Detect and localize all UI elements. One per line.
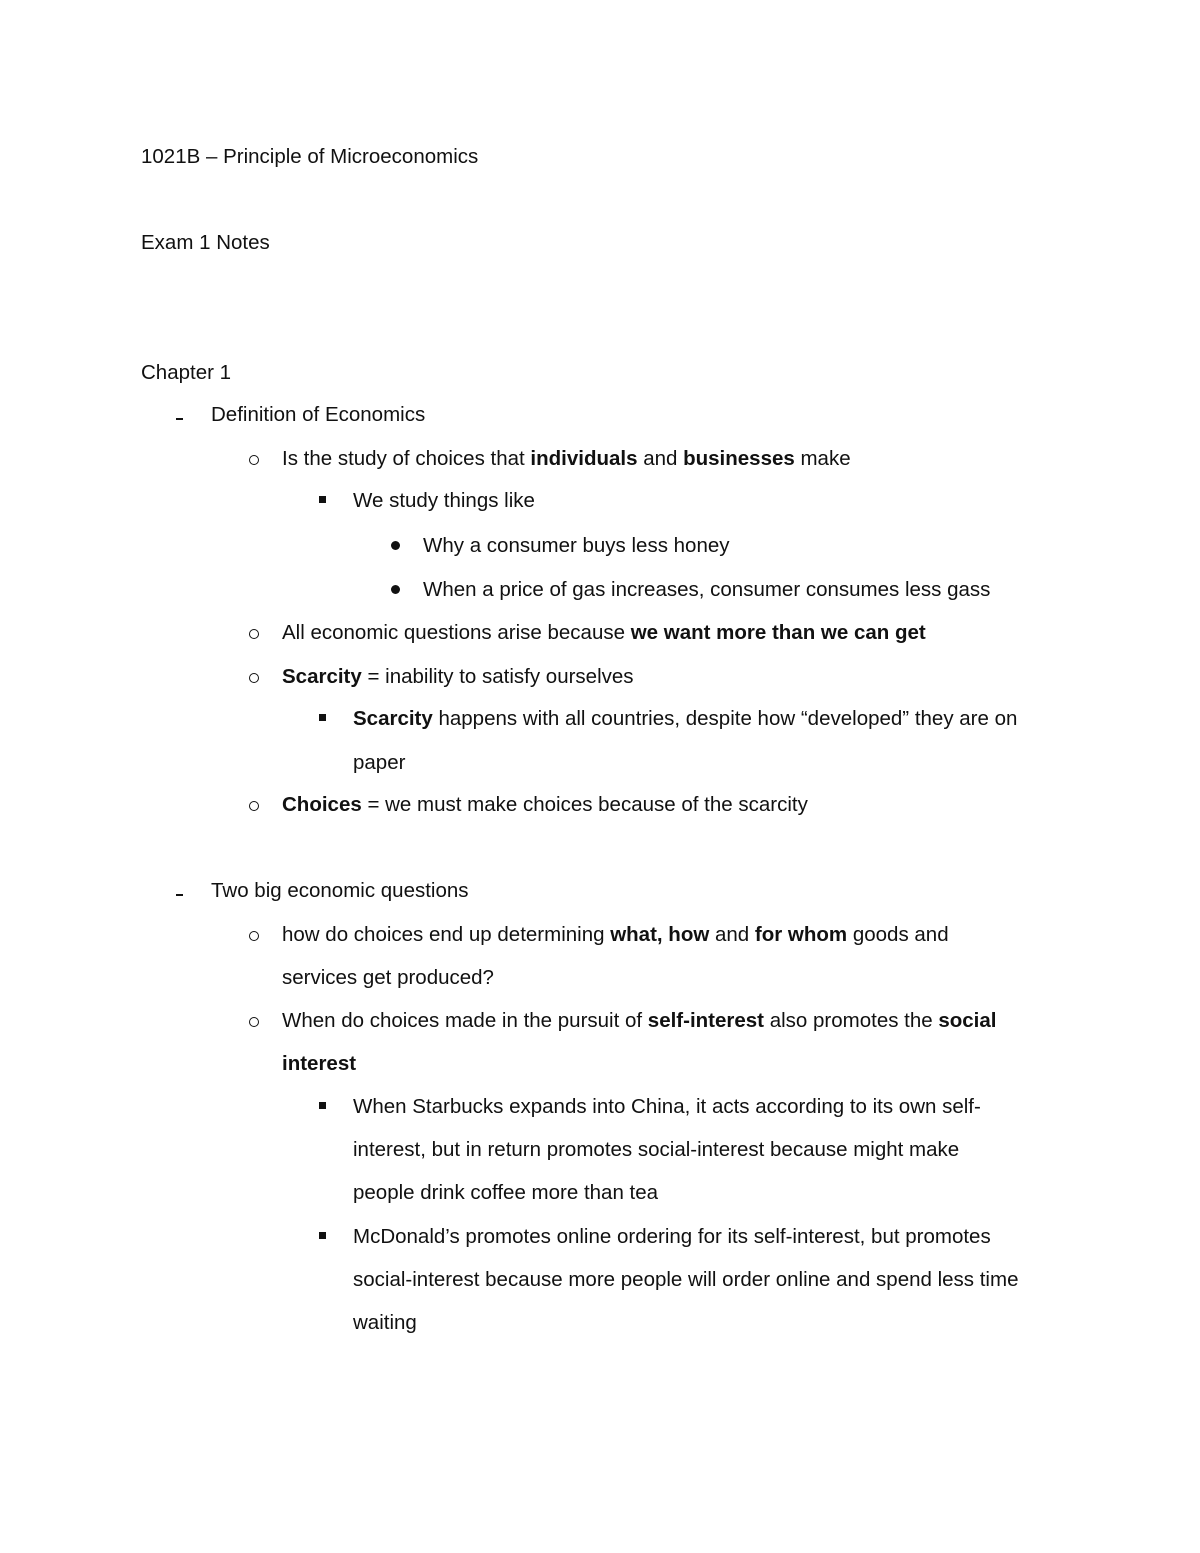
circle-bullet [249,801,259,811]
square-bullet [319,1102,326,1109]
list-item-continuation: people drink coffee more than tea [353,1181,659,1204]
circle-bullet [249,931,259,941]
dot-bullet [391,541,400,550]
list-item-continuation: interest, but in return promotes social-interest because might make [353,1138,960,1161]
circle-bullet [249,455,259,465]
document-title: 1021B – Principle of Microeconomics [141,145,479,168]
document-subtitle: Exam 1 Notes [141,231,270,254]
circle-bullet [249,1017,259,1027]
list-item: When Starbucks expands into China, it acts according to its own self- [353,1095,981,1118]
square-bullet [319,496,326,503]
list-item: When a price of gas increases, consumer consumes less gass [423,578,991,601]
list-item: Scarcity = inability to satisfy ourselves [282,665,634,688]
chapter-heading: Chapter 1 [141,361,232,384]
list-item-continuation: paper [353,751,406,774]
list-item: Choices = we must make choices because of the scarcity [282,793,808,816]
list-item: Why a consumer buys less honey [423,534,730,557]
list-item: All economic questions arise because we want more than we can get [282,621,926,644]
list-item: Scarcity happens with all countries, despite how “developed” they are on [353,707,1018,730]
circle-bullet [249,629,259,639]
list-item-continuation: interest [282,1052,357,1075]
list-item: McDonald’s promotes online ordering for its self-interest, but promotes [353,1225,991,1248]
dash-bullet [176,894,183,896]
section-heading: Two big economic questions [211,879,469,902]
list-item: how do choices end up determining what, how and for whom goods and [282,923,949,946]
section-heading: Definition of Economics [211,403,426,426]
list-item-continuation: social-interest because more people will order online and spend less time [353,1268,1019,1291]
list-item-continuation: services get produced? [282,966,494,989]
list-item: When do choices made in the pursuit of self-interest also promotes the social [282,1009,997,1032]
dot-bullet [391,585,400,594]
list-item-continuation: waiting [353,1311,417,1334]
circle-bullet [249,673,259,683]
square-bullet [319,1232,326,1239]
list-item: We study things like [353,489,535,512]
square-bullet [319,714,326,721]
list-item: Is the study of choices that individuals and businesses make [282,447,851,470]
dash-bullet [176,418,183,420]
